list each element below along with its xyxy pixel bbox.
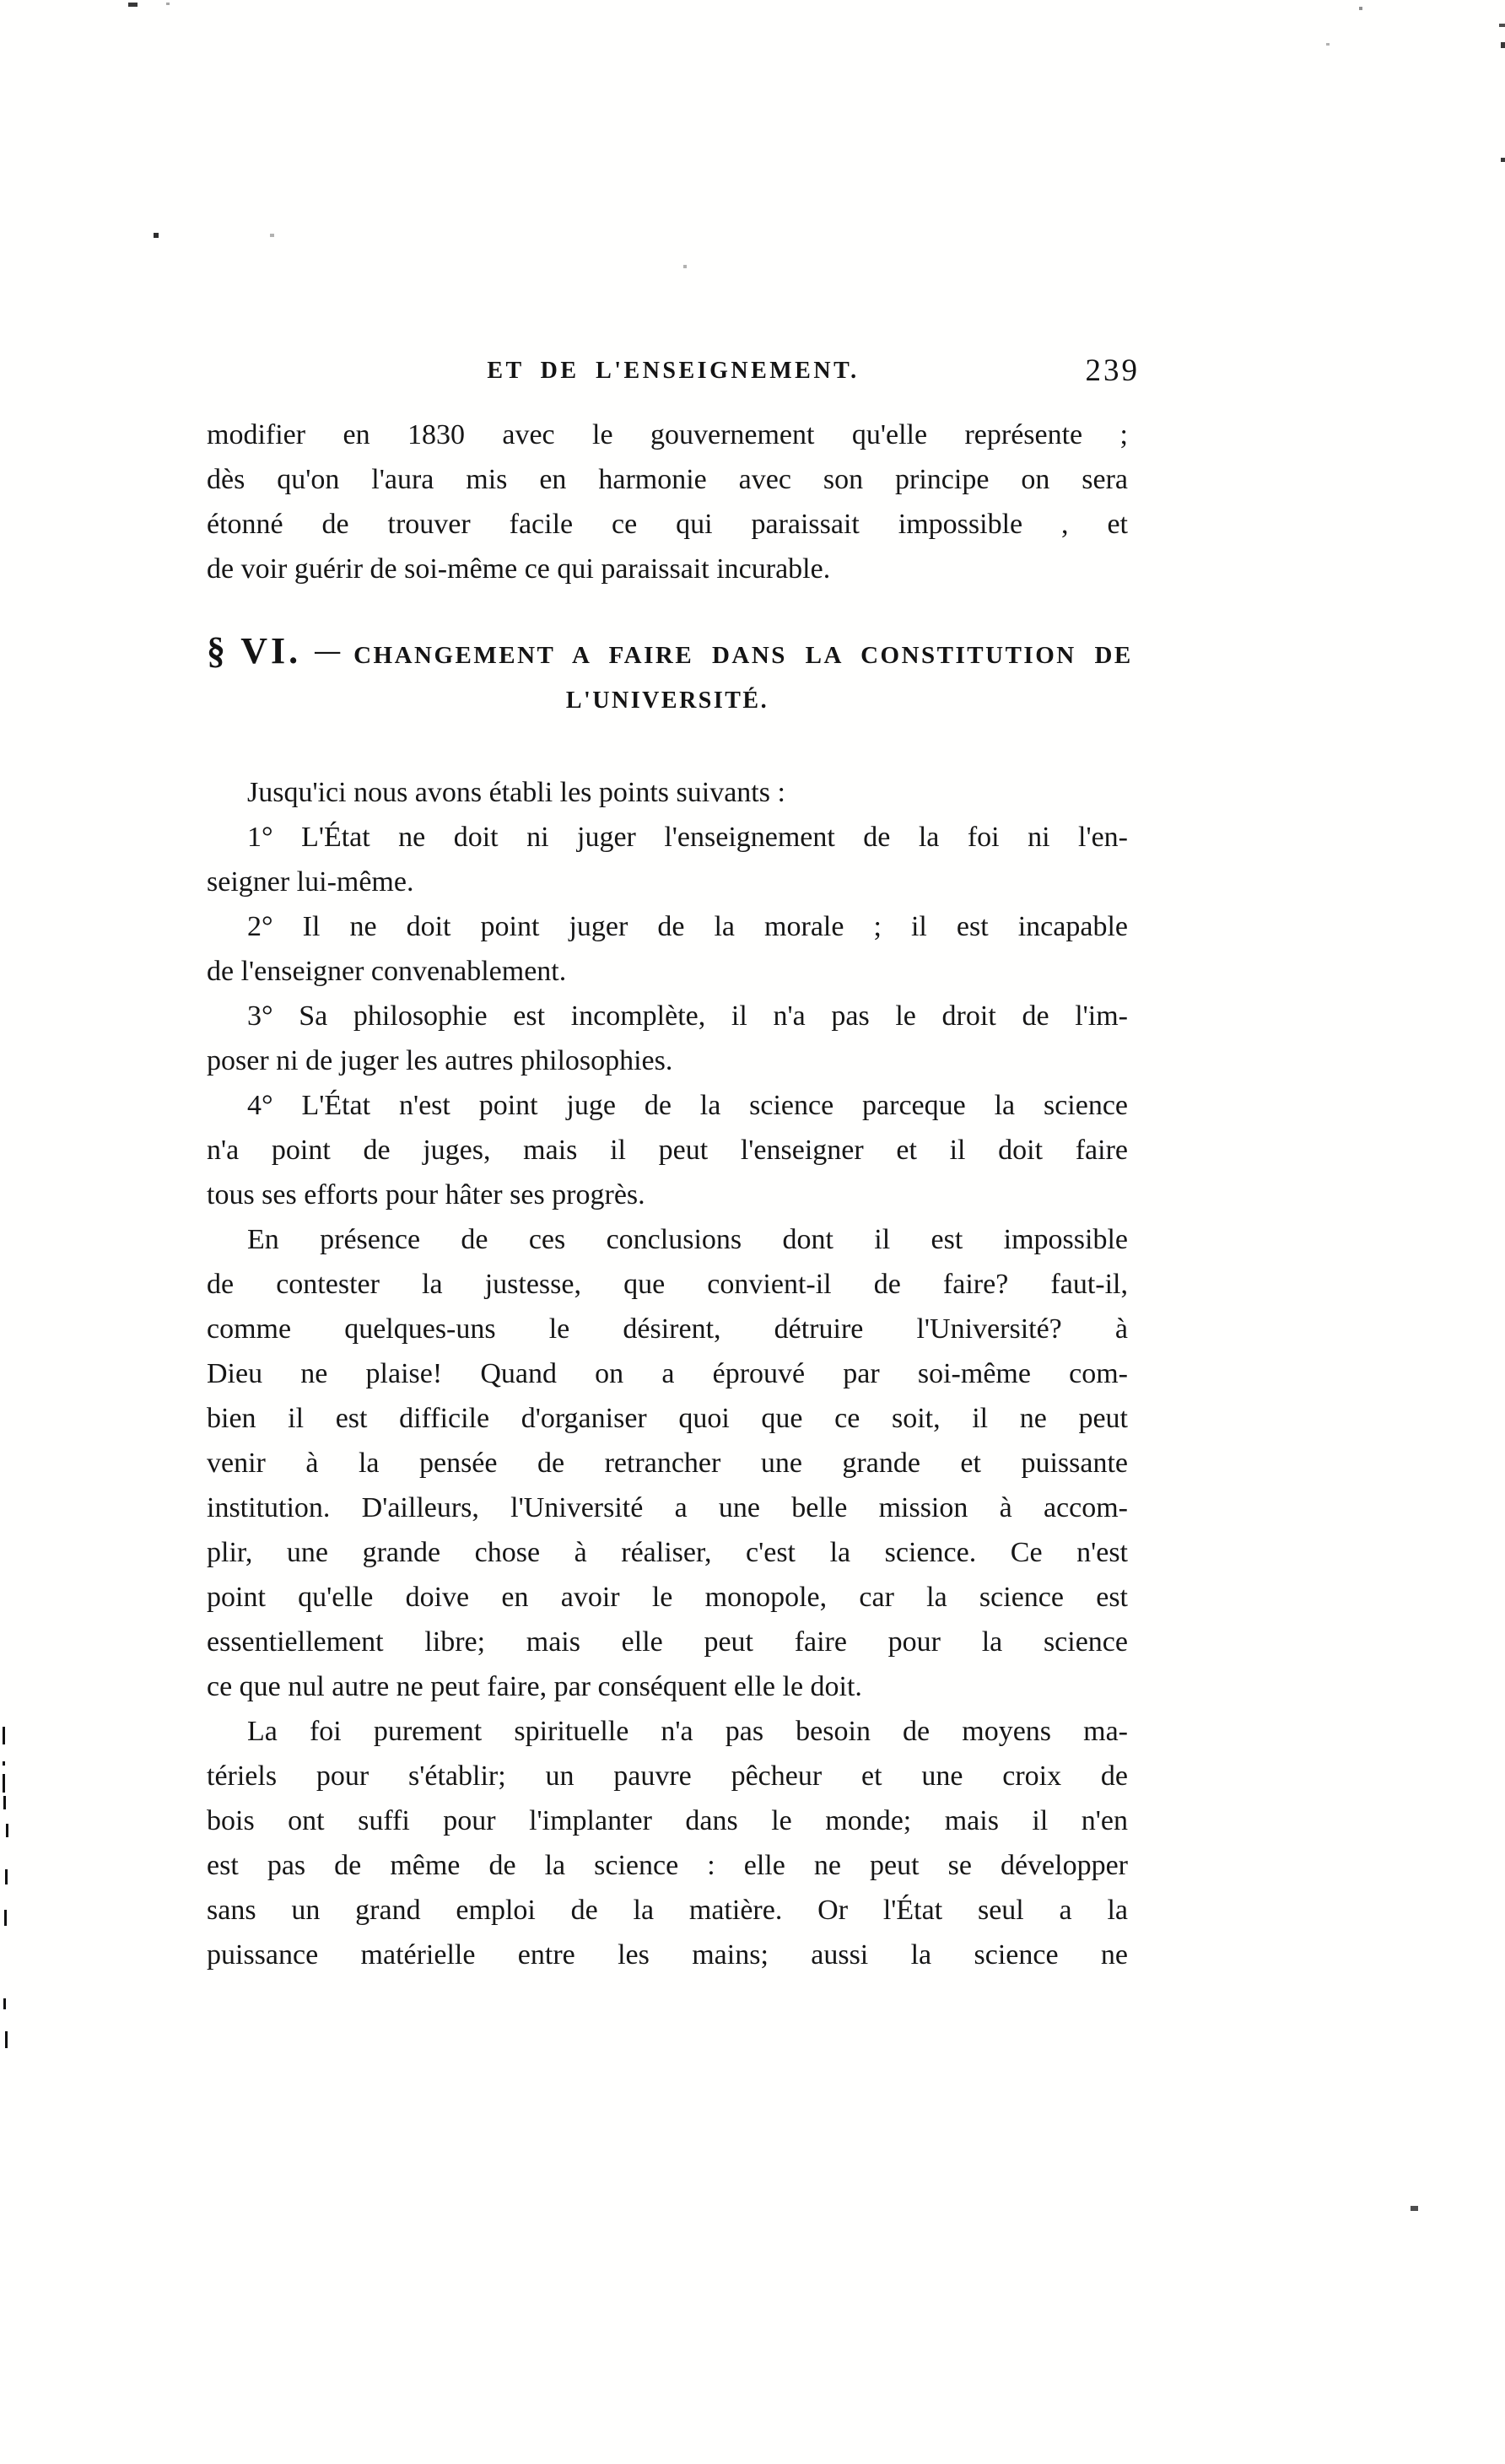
section-heading-line1 (207, 629, 1133, 672)
text-line: bien il est difficile d'organiser quoi que ce soit, il ne peut (207, 1403, 1128, 1434)
scan-speck (1501, 42, 1505, 48)
text-line: institution. D'ailleurs, l'Université a une belle mission à accom- (207, 1492, 1128, 1523)
scan-speck (154, 233, 159, 238)
text-line: ce que nul autre ne peut faire, par conséquent elle le doit. (207, 1671, 862, 1702)
text-line: tous ses efforts pour hâter ses progrès. (207, 1179, 645, 1210)
text-line: bois ont suffi pour l'implanter dans le monde; mais il n'en (207, 1805, 1128, 1836)
text-line: En présence de ces conclusions dont il est impossible (247, 1224, 1128, 1255)
scan-speck (1501, 158, 1505, 162)
text-line: étonné de trouver facile ce qui paraissait impossible , et (207, 509, 1128, 540)
section-heading-line2: L'UNIVERSITÉ. (565, 687, 769, 714)
margin-mark (3, 1774, 5, 1793)
text-line: point qu'elle doive en avoir le monopole, car la science est (207, 1582, 1128, 1613)
text-line: venir à la pensée de retrancher une grande et puissante (207, 1448, 1128, 1479)
scan-speck (1411, 2206, 1418, 2211)
margin-mark (6, 1824, 8, 1837)
margin-mark (5, 2031, 8, 2048)
margin-mark (4, 1910, 7, 1926)
text-line: seigner lui-même. (207, 866, 414, 898)
intro-paragraph (207, 412, 1128, 591)
page-number: 239 (1085, 353, 1140, 388)
scan-speck (166, 3, 170, 5)
section-dash: — (315, 637, 341, 665)
text-line: La foi purement spirituelle n'a pas besoin de moyens ma- (247, 1716, 1128, 1747)
text-line: dès qu'on l'aura mis en harmonie avec son principe on sera (207, 464, 1128, 495)
margin-mark (3, 1998, 6, 2009)
scan-speck (270, 234, 274, 237)
section-title: CHANGEMENT A FAIRE DANS LA CONSTITUTION DE (353, 642, 1133, 669)
text-line: Jusqu'ici nous avons établi les points suivants : (247, 777, 785, 808)
scan-speck (1359, 7, 1362, 10)
text-line: est pas de même de la science : elle ne peut se développer (207, 1850, 1128, 1881)
text-line: sans un grand emploi de la matière. Or l'État seul a la (207, 1895, 1128, 1926)
section-marker: § VI. (207, 630, 302, 671)
text-line: puissance matérielle entre les mains; aussi la science ne (207, 1939, 1128, 1971)
body-text (207, 770, 1128, 1977)
scan-speck (1499, 24, 1505, 27)
text-line: essentiellement libre; mais elle peut faire pour la science (207, 1626, 1128, 1658)
scan-speck (1326, 43, 1330, 46)
scan-speck (128, 3, 138, 7)
text-line: 1° L'État ne doit ni juger l'enseignement de la foi ni l'en- (247, 822, 1128, 853)
text-line: plir, une grande chose à réaliser, c'est la science. Ce n'est (207, 1537, 1128, 1568)
margin-mark (3, 1796, 6, 1809)
text-line: Dieu ne plaise! Quand on a éprouvé par soi-même com- (207, 1358, 1128, 1389)
running-header (207, 353, 1140, 391)
margin-mark (3, 1727, 5, 1744)
text-line: poser ni de juger les autres philosophies. (207, 1045, 673, 1076)
text-line: de l'enseigner convenablement. (207, 956, 567, 987)
text-line: modifier en 1830 avec le gouvernement qu'elle représente ; (207, 419, 1128, 450)
text-line: tériels pour s'établir; un pauvre pêcheur et une croix de (207, 1760, 1128, 1792)
margin-mark (5, 1869, 8, 1884)
text-line: 4° L'État n'est point juge de la science parceque la science (247, 1090, 1128, 1121)
margin-mark (3, 1761, 5, 1766)
text-line: de voir guérir de soi-même ce qui paraissait incurable. (207, 553, 831, 585)
text-line: comme quelques-uns le désirent, détruire l'Université? à (207, 1313, 1128, 1345)
text-line: 3° Sa philosophie est incomplète, il n'a pas le droit de l'im- (247, 1000, 1128, 1032)
text-line: n'a point de juges, mais il peut l'enseigner et il doit faire (207, 1135, 1128, 1166)
scan-speck (683, 265, 687, 268)
text-line: 2° Il ne doit point juger de la morale ; il est incapable (247, 911, 1128, 942)
running-title: ET DE L'ENSEIGNEMENT. (487, 358, 860, 384)
text-line: de contester la justesse, que convient-il de faire? faut-il, (207, 1269, 1128, 1300)
